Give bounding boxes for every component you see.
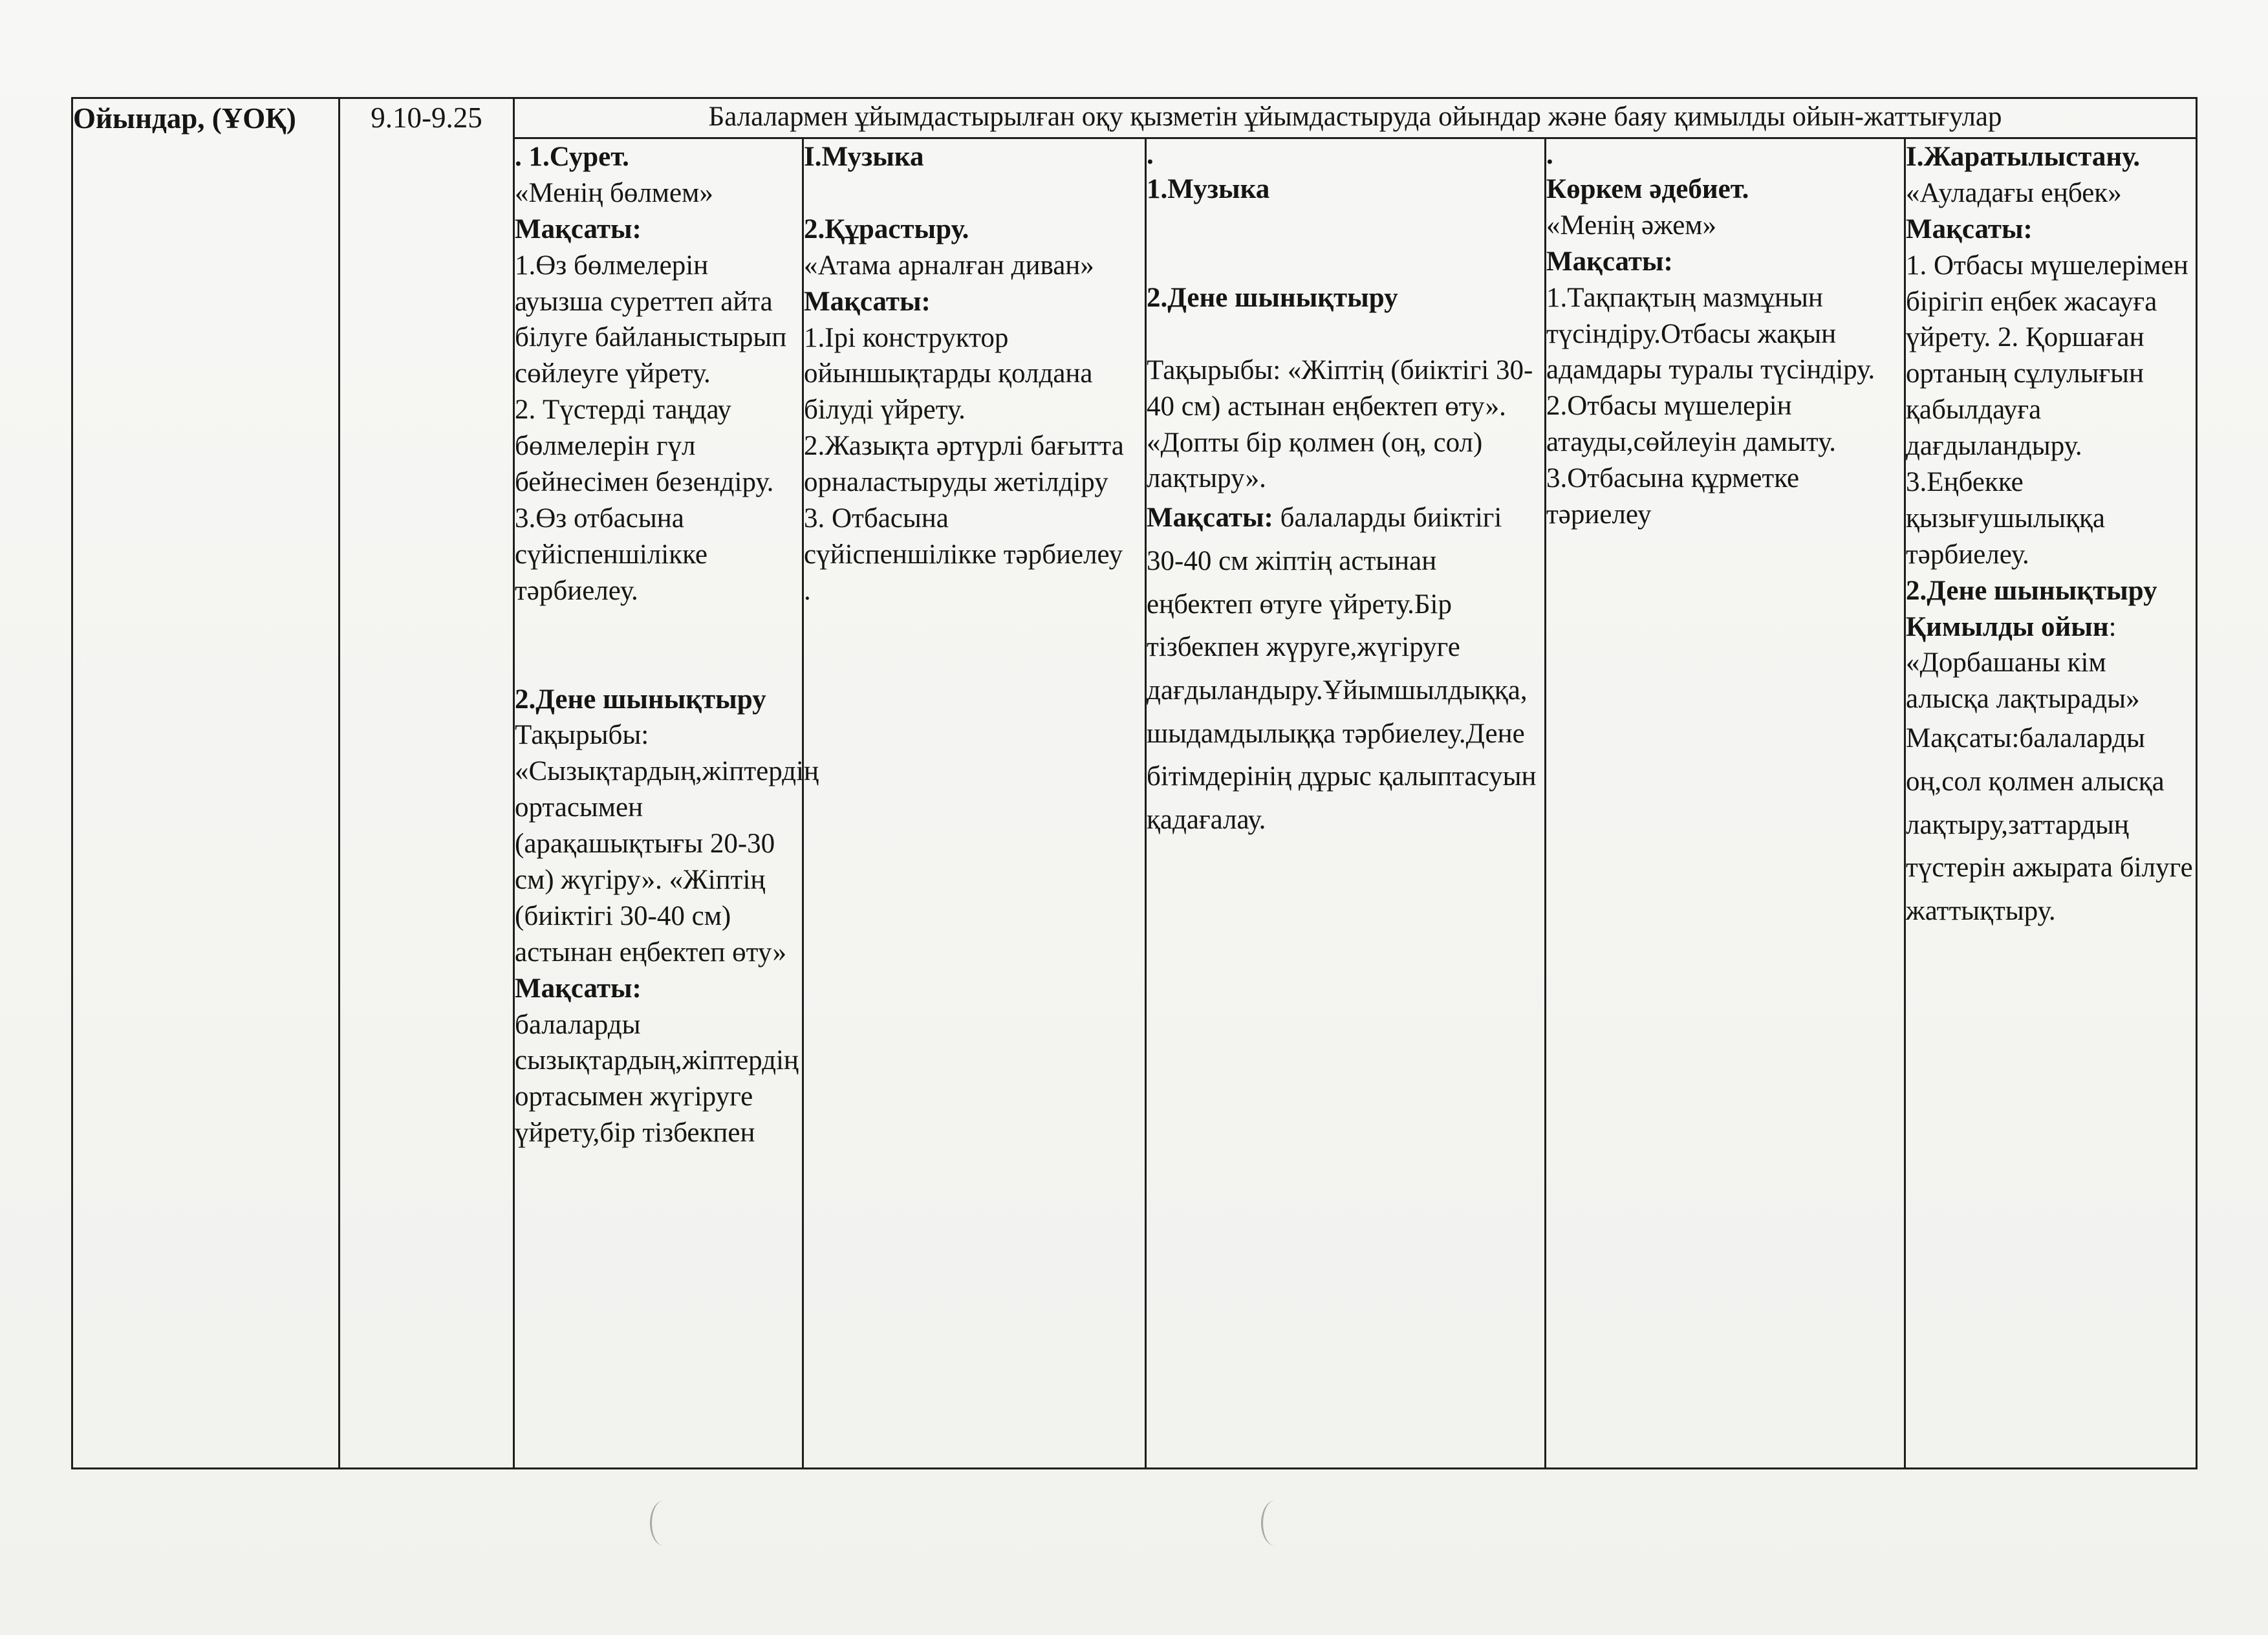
section-text: Тақырыбы: «Жіптің (биіктігі 30-40 см) астынан еңбектеп өту». «Допты бір қолмен (оң, сол) лақтыру».: [1147, 354, 1533, 494]
spacer: [1147, 208, 1544, 280]
section-heading: Көркем әдебиет.: [1546, 174, 1749, 204]
text-block: [1546, 388, 1904, 460]
section-heading: 2.Дене шынықтыру: [1147, 282, 1398, 313]
section-text: «Менің бөлмем»: [515, 177, 713, 208]
text-block: [515, 682, 802, 718]
spacer: [515, 609, 802, 682]
lesson-plan-table: [71, 97, 2198, 1469]
text-block: [1546, 460, 1904, 533]
text-block: [515, 392, 802, 501]
column-dot: .: [1147, 140, 1154, 170]
text-block: [1906, 139, 2196, 175]
section-heading: І.Жаратылыстану.: [1906, 142, 2141, 172]
text-block: [804, 284, 1145, 320]
section-text: Мақсаты:балаларды оң,сол қолмен алысқа лақтыру,заттардың түстерін ажырата білуге жаттықтыру.: [1906, 723, 2193, 926]
section-heading: Мақсаты:: [515, 973, 642, 1004]
section-text: 3.Еңбекке қызығушылыққа тәрбиелеу.: [1906, 467, 2106, 570]
text-block: [515, 211, 802, 248]
text-block: [515, 175, 802, 211]
row-title: Ойындар, (ҰОҚ): [73, 102, 296, 135]
text-block: [515, 1007, 802, 1152]
text-block: [515, 971, 802, 1007]
text-block: [1906, 175, 2196, 211]
text-block: [515, 501, 802, 609]
section-text: 1.Өз бөлмелерін ауызша суреттеп айта білуге байланыстырып сөйлеуге үйрету.: [515, 250, 787, 389]
text-block: [1906, 609, 2196, 718]
text-block: [1546, 171, 1904, 208]
section-text: Тақырыбы: «Сызықтардың,жіптердің ортасымен (арақашықтығы 20-30 см) жүгіру». «Жіптің (биіктігі 30-40 см) астынан еңбектеп өту»: [515, 720, 819, 968]
section-heading: Мақсаты:: [804, 286, 931, 317]
section-text: 3. Отбасына сүйіспеншілікке тәрбиелеу: [804, 503, 1123, 570]
text-block: [1147, 497, 1544, 841]
day-column-3: [1146, 138, 1546, 1469]
section-text: балаларды сызықтардың,жіптердің ортасымен жүгіруге үйрету,бір тізбекпен: [515, 1009, 799, 1149]
day-column-2: [803, 138, 1146, 1469]
section-text: 2.Жазықта әртүрлі бағытта орналастыруды жетілдіру: [804, 431, 1124, 498]
day-column-4: [1546, 138, 1905, 1469]
section-heading: Мақсаты:: [1147, 503, 1273, 534]
text-block: [1147, 352, 1544, 497]
section-text: 2. Түстерді таңдау бөлмелерін гүл бейнесімен безендіру.: [515, 395, 774, 498]
spacer: [804, 175, 1145, 211]
time-cell: [340, 98, 514, 1469]
section-text: .: [804, 575, 811, 606]
section-text: 3.Отбасына құрметке тәриелеу: [1546, 463, 1800, 530]
hole-punch-mark: [650, 1500, 678, 1546]
column-dot: .: [1546, 140, 1553, 170]
text-block: [1906, 573, 2196, 609]
section-heading: Мақсаты:: [1546, 246, 1673, 277]
section-text: «Менің әжем»: [1546, 210, 1716, 241]
section-heading: 1.Музыка: [1147, 174, 1270, 204]
day-column-1: [514, 138, 819, 1469]
text-block: [1147, 280, 1544, 316]
section-text: балаларды биіктігі 30-40 см жіптің астынан еңбектеп өтуге үйрету.Бір тізбекпен жүруге,жүгіруге дағдыландыру.Ұйымшылдыққа, шыдамдылыққа тәрбиелеу.Дене бітімдерінің дұрыс қалыптасуын қадағалау.: [1147, 503, 1537, 835]
section-heading: 2.Дене шынықтыру: [1906, 575, 2157, 606]
section-text: 1.Ірі конструктор ойыншықтарды қолдана білуді үйрету.: [804, 322, 1093, 426]
section-text: «Атама арналған диван»: [804, 250, 1094, 281]
section-heading: Мақсаты:: [1906, 213, 2033, 244]
section-heading: . 1.Сурет.: [515, 142, 629, 172]
text-block: [804, 211, 1145, 248]
text-block: [515, 139, 802, 175]
text-block: [1546, 244, 1904, 280]
time-range: 9.10-9.25: [371, 102, 482, 134]
text-block: [1546, 208, 1904, 244]
section-heading: Қимылды ойын: [1906, 611, 2109, 642]
spacer: [1147, 316, 1544, 352]
text-block: [515, 248, 802, 393]
text-block: [1906, 464, 2196, 573]
section-heading: 2.Құрастыру.: [804, 213, 969, 244]
text-block: [804, 248, 1145, 284]
section-heading: Мақсаты:: [515, 213, 642, 244]
section-heading: І.Музыка: [804, 142, 924, 172]
text-block: [1147, 171, 1544, 208]
text-block: [804, 573, 1145, 609]
section-text: : «Дорбашаны кім алысқа лақтырады»: [1906, 611, 2140, 715]
activity-header: Балалармен ұйымдастырылған оқу қызметін ұйымдастыруда ойындар және баяу қимылды ойын-жаттығулар: [514, 98, 2197, 138]
text-block: [1546, 280, 1904, 389]
section-text: 1.Тақпақтың мазмұнын түсіндіру.Отбасы жақын адамдары туралы түсіндіру.: [1546, 282, 1875, 385]
section-text: 3.Өз отбасына сүйіспеншілікке тәрбиелеу.: [515, 503, 707, 606]
row-title-cell: [72, 98, 340, 1469]
text-block: [1906, 717, 2196, 933]
section-heading: 2.Дене шынықтыру: [515, 684, 766, 715]
section-text: «Ауладағы еңбек»: [1906, 177, 2122, 208]
text-block: [804, 428, 1145, 501]
text-block: [1906, 248, 2196, 464]
text-block: [804, 139, 1145, 175]
day-column-5: [1905, 138, 2197, 1469]
text-block: [515, 717, 819, 970]
text-block: [804, 320, 1145, 429]
section-text: 1. Отбасы мүшелерімен бірігіп еңбек жасауға үйрету. 2. Қоршаған ортаның сұлулығын қабылдауға дағдыландыру.: [1906, 250, 2188, 462]
hole-punch-mark: [1261, 1500, 1289, 1546]
section-text: 2.Отбасы мүшелерін атауды,сөйлеуін дамыту.: [1546, 391, 1837, 458]
text-block: [804, 501, 1145, 573]
text-block: [1906, 211, 2196, 248]
